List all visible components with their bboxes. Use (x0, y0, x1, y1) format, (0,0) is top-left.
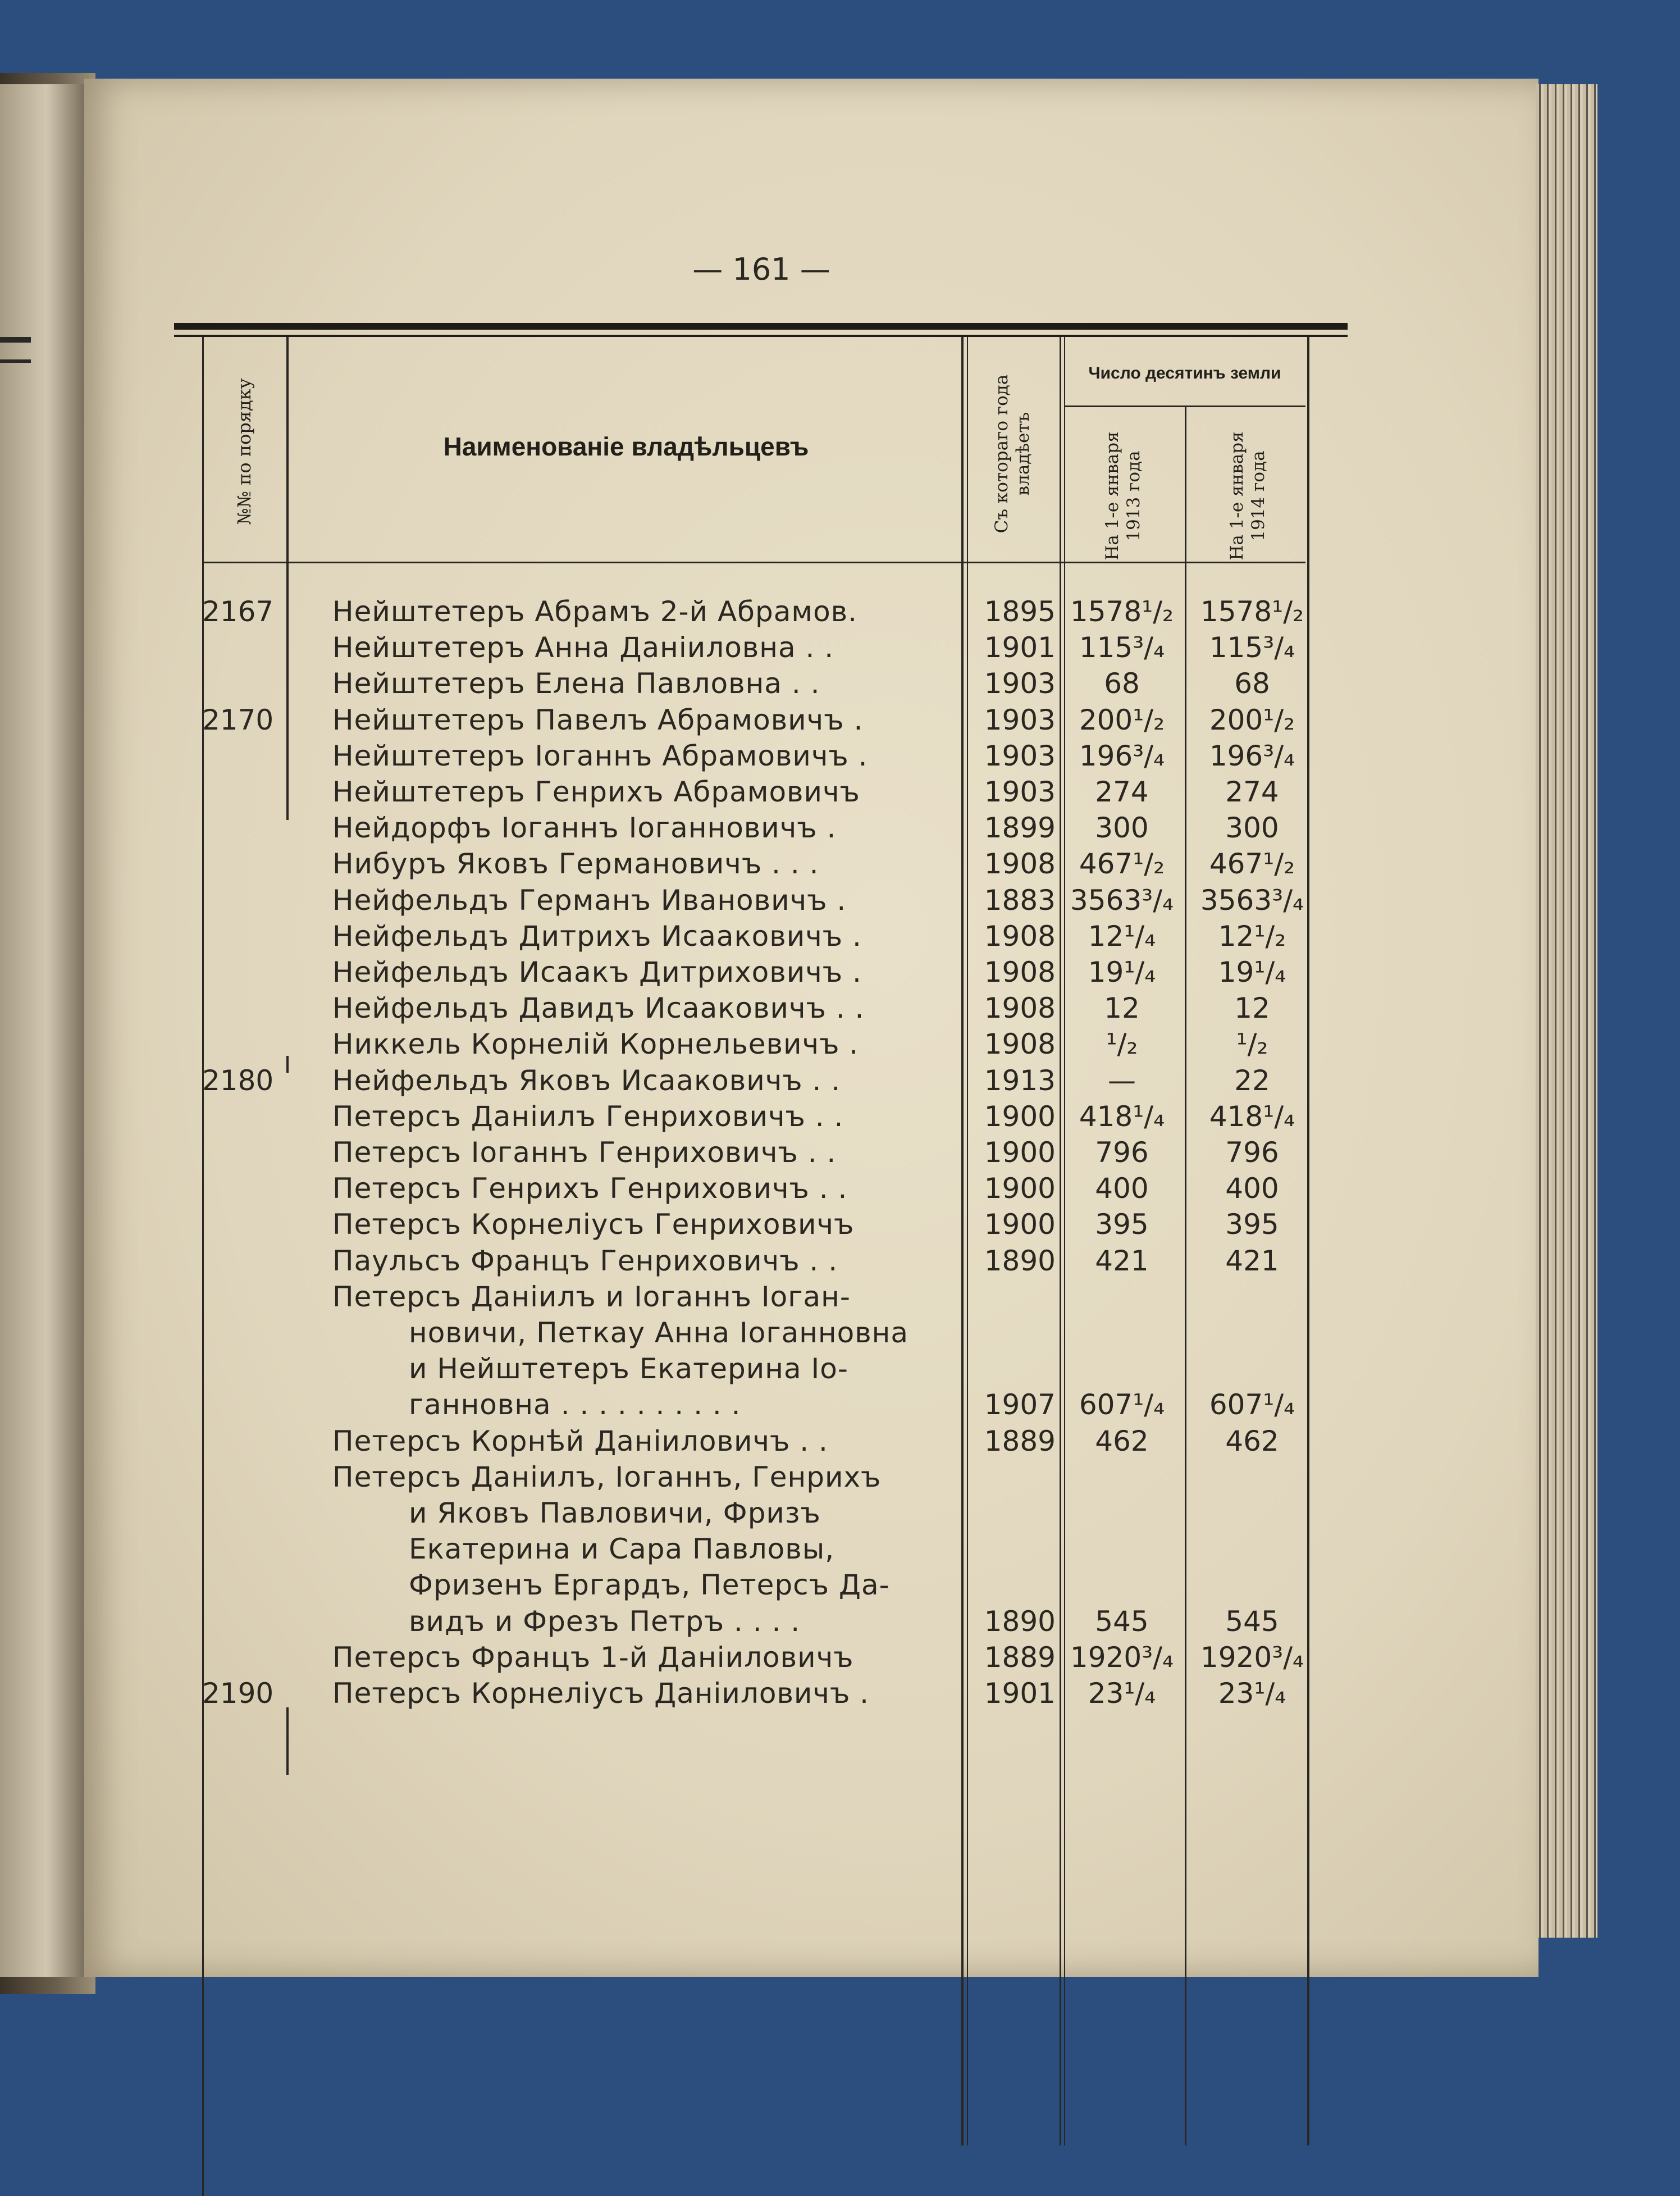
owner-name: Нейштетеръ Елена Павловна . . (332, 667, 820, 700)
header-1913-cell (1064, 410, 1182, 562)
ownership-year: 1903 (984, 667, 1056, 700)
header-number: №№ по порядку (234, 378, 255, 525)
area-1914: 274 (1225, 776, 1279, 808)
owner-name-continued: ганновна . . . . . . . . . . (409, 1388, 741, 1422)
header-since-cell (963, 343, 1061, 562)
ownership-year: 1900 (984, 1172, 1056, 1205)
owner-name: Нейштетеръ Іоганнъ Абрамовичъ . (332, 739, 868, 772)
area-1914: ¹/₂ (1236, 1028, 1268, 1061)
area-1913: ¹/₂ (1106, 1028, 1138, 1061)
ownership-year: 1901 (984, 631, 1056, 664)
ownership-year: 1900 (984, 1208, 1056, 1241)
area-1914: 467¹/₂ (1209, 848, 1295, 881)
owner-name: Петерсъ Даніилъ и Іоганнъ Іоган- (332, 1280, 851, 1313)
owner-name: Паульсъ Францъ Генриховичъ . . (332, 1244, 838, 1277)
ownership-year: 1913 (984, 1064, 1056, 1097)
area-1913: 400 (1095, 1172, 1149, 1205)
row-number: 2180 (202, 1064, 274, 1097)
area-1913: 23¹/₄ (1088, 1677, 1156, 1710)
header-name: Наименованіе владѣльцевъ (443, 432, 809, 461)
area-1914: 1920³/₄ (1200, 1641, 1304, 1674)
owner-name: Нейштетеръ Павелъ Абрамовичъ . (332, 703, 864, 736)
area-1914: 395 (1225, 1208, 1279, 1241)
owner-name-continued: видъ и Фрезъ Петръ . . . . (409, 1605, 801, 1638)
area-1914: 421 (1225, 1244, 1279, 1277)
owner-name: Петерсъ Генрихъ Генриховичъ . . (332, 1172, 848, 1205)
area-1913: 462 (1095, 1424, 1149, 1457)
owner-name: Петерсъ Францъ 1-й Даніиловичъ (332, 1641, 854, 1674)
ownership-year: 1908 (984, 956, 1056, 988)
area-1913: 274 (1095, 776, 1149, 808)
ownership-year: 1908 (984, 1028, 1056, 1061)
ownership-year: 1901 (984, 1677, 1056, 1710)
table-top-rule-thin (174, 335, 1348, 337)
area-1913: 395 (1095, 1208, 1149, 1241)
owner-name: Петерсъ Даніилъ, Іоганнъ, Генрихъ (332, 1460, 882, 1493)
owner-name: Петерсъ Даніилъ Генриховичъ . . (332, 1100, 844, 1133)
area-1914: 1578¹/₂ (1200, 595, 1304, 628)
left-page-edge (0, 84, 84, 1977)
area-1913: 1920³/₄ (1070, 1641, 1174, 1674)
area-1914: 607¹/₄ (1209, 1388, 1295, 1422)
area-1913: 607¹/₄ (1079, 1388, 1165, 1422)
area-1914: 300 (1225, 812, 1279, 845)
page-number: — 161 — (692, 252, 830, 287)
header-area-group: Число десятинъ земли (1088, 364, 1281, 382)
owner-name-continued: и Яковъ Павловичи, Фризъ (409, 1497, 821, 1529)
header-1914-cell (1188, 410, 1308, 562)
owner-name: Нейштетеръ Генрихъ Абрамовичъ (332, 776, 860, 808)
ownership-year: 1890 (984, 1605, 1056, 1638)
area-1913: 196³/₄ (1079, 739, 1165, 772)
owner-name: Петерсъ Корнеліусъ Даніиловичъ . (332, 1677, 870, 1710)
ownership-year: 1899 (984, 812, 1056, 845)
ownership-year: 1907 (984, 1388, 1056, 1422)
area-1914: 3563³/₄ (1200, 883, 1304, 917)
owner-name-continued: Фризенъ Ергардъ, Петерсъ Да- (409, 1569, 890, 1602)
col-line-number-top (286, 337, 289, 820)
owner-name: Нейштетеръ Анна Даніиловна . . (332, 631, 834, 664)
area-1914: 68 (1234, 667, 1270, 700)
owner-name: Нейдорфъ Іоганнъ Іоганновичъ . (332, 812, 837, 845)
area-1914: 23¹/₄ (1218, 1677, 1286, 1710)
area-1913: — (1108, 1064, 1136, 1097)
ownership-year: 1908 (984, 992, 1056, 1025)
area-1913: 300 (1095, 812, 1149, 845)
owner-name: Петерсъ Іоганнъ Генриховичъ . . (332, 1136, 837, 1169)
area-1914: 19¹/₄ (1218, 956, 1286, 988)
area-1914: 400 (1225, 1172, 1279, 1205)
header-1913: На 1-е января 1913 года (1102, 431, 1144, 561)
row-number: 2167 (202, 595, 274, 628)
owner-name: Нейфельдъ Исаакъ Дитриховичъ . (332, 956, 862, 988)
owner-name-continued: новичи, Петкау Анна Іоганновна (409, 1316, 909, 1349)
area-1913: 12¹/₄ (1088, 919, 1156, 953)
area-1913: 421 (1095, 1244, 1149, 1277)
owner-name: Нейфельдъ Давидъ Исааковичъ . . (332, 992, 865, 1025)
col-line-1913 (1185, 407, 1186, 2145)
col-line-since (1060, 337, 1061, 2145)
ownership-year: 1883 (984, 883, 1056, 917)
left-page-rule (0, 337, 31, 343)
owner-name: Нейштетеръ Абрамъ 2-й Абрамов. (332, 595, 858, 628)
page-stack-edges (1536, 84, 1597, 1938)
owner-name-continued: Екатерина и Сара Павловы, (409, 1533, 835, 1566)
area-1914: 796 (1225, 1136, 1279, 1169)
ownership-year: 1889 (984, 1641, 1056, 1674)
area-1913: 418¹/₄ (1079, 1100, 1165, 1133)
area-1914: 418¹/₄ (1209, 1100, 1295, 1133)
area-1913: 796 (1095, 1136, 1149, 1169)
area-1914: 115³/₄ (1209, 631, 1295, 664)
area-1913: 200¹/₂ (1079, 703, 1165, 736)
header-since: Съ котораго года владѣетъ (992, 374, 1033, 534)
area-1913: 545 (1095, 1605, 1149, 1638)
ownership-year: 1895 (984, 595, 1056, 628)
owner-name: Петерсъ Корнеліусъ Генриховичъ (332, 1208, 855, 1241)
area-1913: 12 (1104, 992, 1140, 1025)
ownership-year: 1903 (984, 739, 1056, 772)
ownership-year: 1890 (984, 1244, 1056, 1277)
ownership-year: 1903 (984, 703, 1056, 736)
ownership-year: 1903 (984, 776, 1056, 808)
header-number-cell (202, 343, 286, 562)
area-1914: 545 (1225, 1605, 1279, 1638)
owner-name: Нибуръ Яковъ Германовичъ . . . (332, 848, 819, 881)
owner-name: Никкель Корнелій Корнельевичъ . (332, 1028, 859, 1061)
owner-name: Нейфельдъ Яковъ Исааковичъ . . (332, 1064, 841, 1097)
header-bottom-rule (202, 562, 1305, 563)
area-1914: 462 (1225, 1424, 1279, 1457)
left-page-rule-2 (0, 359, 31, 363)
ownership-year: 1900 (984, 1100, 1056, 1133)
ownership-year: 1908 (984, 848, 1056, 881)
area-1913: 68 (1104, 667, 1140, 700)
header-name-cell (292, 343, 960, 562)
area-1913: 467¹/₂ (1079, 848, 1165, 881)
area-1914: 22 (1234, 1064, 1270, 1097)
area-1913: 19¹/₄ (1088, 956, 1156, 988)
ownership-year: 1900 (984, 1136, 1056, 1169)
area-1914: 12¹/₂ (1218, 919, 1286, 953)
owner-name: Нейфельдъ Германъ Ивановичъ . (332, 883, 847, 917)
ownership-year: 1889 (984, 1424, 1056, 1457)
row-number: 2170 (202, 703, 274, 736)
row-number: 2190 (202, 1677, 274, 1710)
area-1913: 115³/₄ (1079, 631, 1165, 664)
table-top-rule (174, 323, 1348, 330)
area-1913: 1578¹/₂ (1070, 595, 1174, 628)
area-1913: 3563³/₄ (1070, 883, 1174, 917)
owner-name: Нейфельдъ Дитрихъ Исааковичъ . (332, 919, 862, 953)
area-1914: 200¹/₂ (1209, 703, 1295, 736)
area-1914: 196³/₄ (1209, 739, 1295, 772)
header-1914: На 1-е января 1914 года (1227, 431, 1268, 561)
col-line-number-bottom (286, 1707, 289, 1775)
owner-name-continued: и Нейштетеръ Екатерина Іо- (409, 1352, 848, 1386)
area-1914: 12 (1234, 992, 1270, 1025)
owner-name: Петерсъ Корнѣй Даніиловичъ . . (332, 1424, 828, 1457)
ownership-year: 1908 (984, 919, 1056, 953)
